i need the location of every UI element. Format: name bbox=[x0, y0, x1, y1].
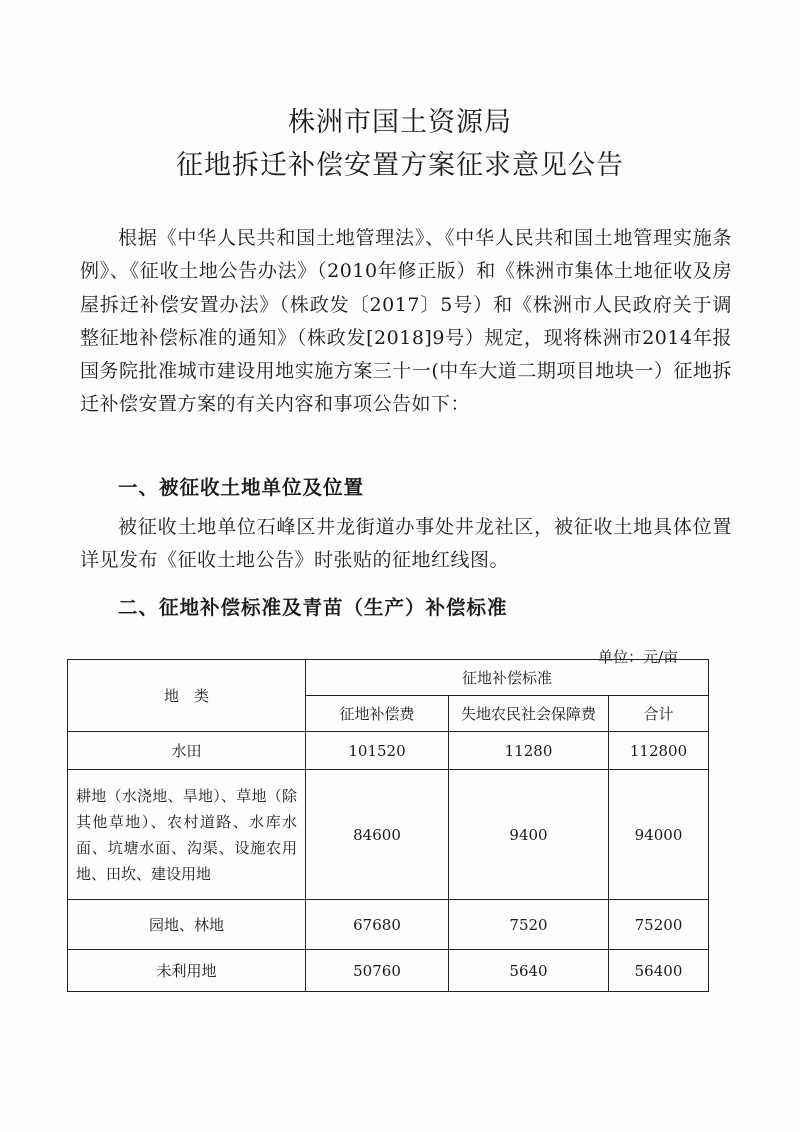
social-security-cell: 11280 bbox=[449, 732, 609, 770]
table-row bbox=[68, 900, 709, 950]
section2-heading: 二、征地补偿标准及青苗（生产）补偿标准 bbox=[118, 596, 508, 619]
land-type-cell: 水田 bbox=[68, 732, 306, 770]
total-cell: 94000 bbox=[609, 770, 709, 900]
section1-paragraph: 被征收土地单位石峰区井龙街道办事处井龙社区，被征收土地具体位置详见发布《征收土地公告》时张贴的征地红线图。 bbox=[80, 516, 732, 572]
compensation-fee-cell: 50760 bbox=[306, 950, 449, 992]
table-row bbox=[68, 770, 709, 900]
document-title-line1: 株洲市国土资源局 bbox=[288, 107, 512, 138]
social-security-cell: 7520 bbox=[449, 900, 609, 950]
land-type-cell: 耕地（水浇地、旱地）、草地（除其他草地）、农村道路、水库水面、坑塘水面、沟渠、设施农用地、田坎、建设用地 bbox=[68, 770, 306, 900]
compensation-fee-cell: 101520 bbox=[306, 732, 449, 770]
social-security-cell: 5640 bbox=[449, 950, 609, 992]
header-compensation-standard: 征地补偿标准 bbox=[306, 660, 709, 696]
document-title-line2: 征地拆迁补偿安置方案征求意见公告 bbox=[176, 150, 624, 181]
land-type-cell: 园地、林地 bbox=[68, 900, 306, 950]
intro-paragraph: 根据《中华人民共和国土地管理法》、《中华人民共和国土地管理实施条例》、《征收土地公告办法》（2010年修正版）和《株洲市集体土地征收及房屋拆迁补偿安置办法》（株政发〔2017〕5号）和《株洲市人民政府关于调整征地补偿标准的通知》（株政发[2018]9号）规定，现将株洲市2014年报国务院批准城市建设用地实施方案三十一(中车大道二期项目地块一）征地拆迁补偿安置方案的有关内容和事项公告如下： bbox=[80, 227, 732, 416]
header-total: 合计 bbox=[609, 696, 709, 732]
compensation-table bbox=[67, 659, 709, 992]
section1-heading: 一、被征收土地单位及位置 bbox=[118, 476, 365, 499]
table-row bbox=[68, 950, 709, 992]
table-row bbox=[68, 732, 709, 770]
total-cell: 112800 bbox=[609, 732, 709, 770]
social-security-cell: 9400 bbox=[449, 770, 609, 900]
total-cell: 56400 bbox=[609, 950, 709, 992]
compensation-fee-cell: 84600 bbox=[306, 770, 449, 900]
compensation-fee-cell: 67680 bbox=[306, 900, 449, 950]
land-type-cell: 未利用地 bbox=[68, 950, 306, 992]
header-compensation-fee: 征地补偿费 bbox=[306, 696, 449, 732]
header-social-security-fee: 失地农民社会保障费 bbox=[449, 696, 609, 732]
header-land-type: 地 类 bbox=[68, 660, 306, 732]
unit-label: 单位：元/亩 bbox=[598, 648, 679, 666]
total-cell: 75200 bbox=[609, 900, 709, 950]
